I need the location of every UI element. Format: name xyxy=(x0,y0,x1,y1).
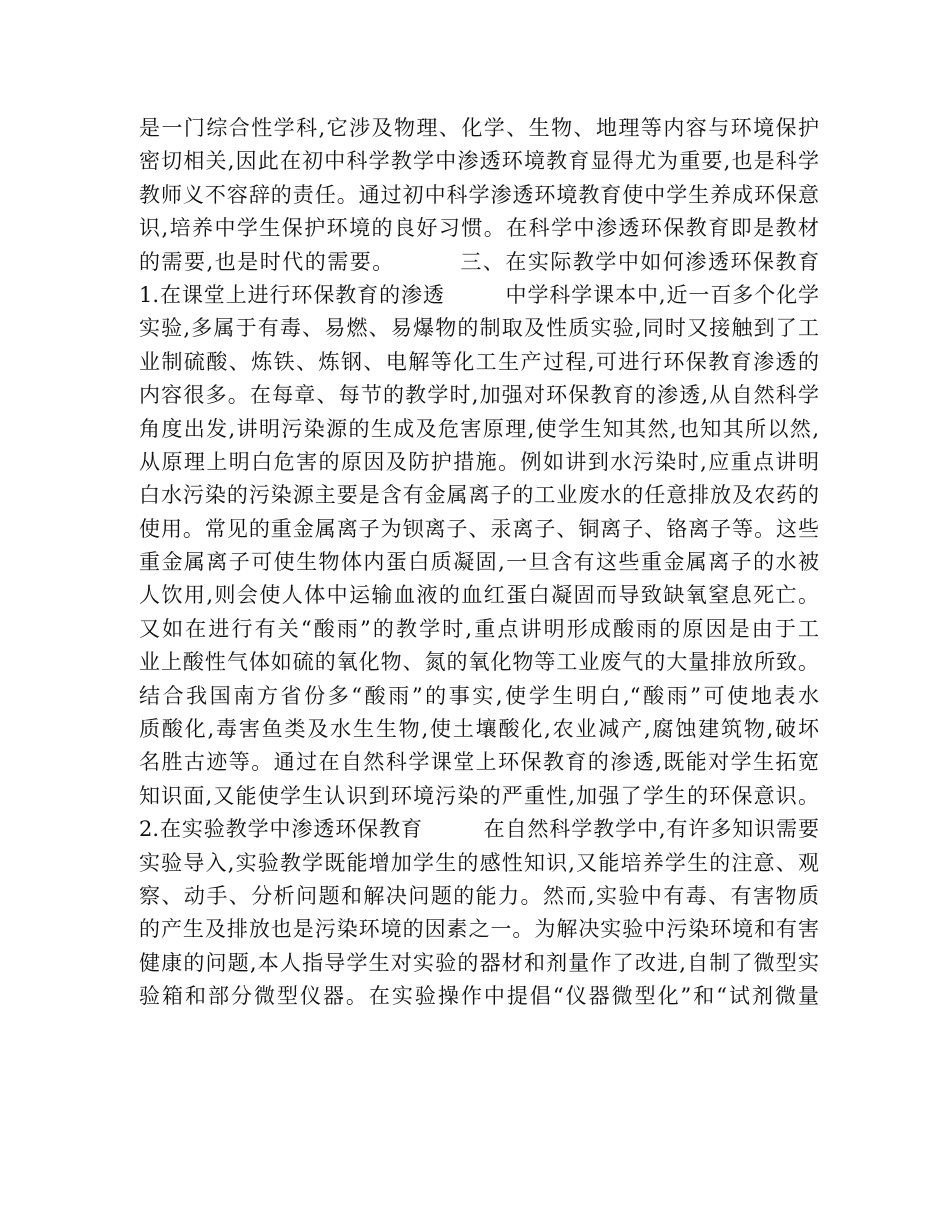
text-line: 识,培养中学生保护环境的良好习惯。在科学中渗透环保教育即是教材 xyxy=(139,216,819,241)
text-line: 察、动手、分析问题和解决问题的能力。然而,实验中有毒、有害物质 xyxy=(139,883,819,908)
text-line: 质酸化,毒害鱼类及水生生物,使土壤酸化,农业减产,腐蚀建筑物,破坏 xyxy=(139,717,819,742)
text-line: 结合我国南方省份多“酸雨”的事实,使学生明白,“酸雨”可使地表水 xyxy=(139,683,819,708)
text-line: 实验,多属于有毒、易燃、易爆物的制取及性质实验,同时又接触到了工 xyxy=(139,316,819,341)
text-line: 白水污染的污染源主要是含有金属离子的工业废水的任意排放及农药的 xyxy=(139,483,819,508)
text-line: 名胜古迹等。通过在自然科学课堂上环保教育的渗透,既能对学生拓宽 xyxy=(139,750,819,775)
text-line: 重金属离子可使生物体内蛋白质凝固,一旦含有这些重金属离子的水被 xyxy=(139,550,819,575)
text-line: 实验导入,实验教学既能增加学生的感性知识,又能培养学生的注意、观 xyxy=(139,850,819,875)
text-line: 教师义不容辞的责任。通过初中科学渗透环境教育使中学生养成环保意 xyxy=(139,182,819,207)
text-line: 2.在实验教学中渗透环保教育 在自然科学教学中,有许多知识需要 xyxy=(139,817,819,842)
text-line: 又如在进行有关“酸雨”的教学时,重点讲明形成酸雨的原因是由于工 xyxy=(139,616,819,641)
text-line: 是一门综合性学科,它涉及物理、化学、生物、地理等内容与环境保护 xyxy=(139,116,819,140)
text-line: 的需要,也是时代的需要。 三、在实际教学中如何渗透环保教育 xyxy=(139,249,819,274)
text-line: 角度出发,讲明污染源的生成及危害原理,使学生知其然,也知其所以然, xyxy=(139,416,819,441)
text-line: 健康的问题,本人指导学生对实验的器材和剂量作了改进,自制了微型实 xyxy=(139,950,819,975)
text-line: 使用。常见的重金属离子为钡离子、汞离子、铜离子、铬离子等。这些 xyxy=(139,516,819,541)
body-text xyxy=(139,112,819,1014)
text-line: 1.在课堂上进行环保教育的渗透 中学科学课本中,近一百多个化学 xyxy=(139,282,819,307)
text-line: 内容很多。在每章、每节的教学时,加强对环保教育的渗透,从自然科学 xyxy=(139,383,819,408)
text-line: 知识面,又能使学生认识到环境污染的严重性,加强了学生的环保意识。 xyxy=(139,783,819,808)
text-line: 业制硫酸、炼铁、炼钢、电解等化工生产过程,可进行环保教育渗透的 xyxy=(139,349,819,374)
text-line: 验箱和部分微型仪器。在实验操作中提倡“仪器微型化”和“试剂微量 xyxy=(139,984,819,1009)
text-line: 密切相关,因此在初中科学教学中渗透环境教育显得尤为重要,也是科学 xyxy=(139,149,819,174)
text-line: 从原理上明白危害的原因及防护措施。例如讲到水污染时,应重点讲明 xyxy=(139,449,819,474)
text-line: 的产生及排放也是污染环境的因素之一。为解决实验中污染环境和有害 xyxy=(139,917,819,942)
text-line: 业上酸性气体如硫的氧化物、氮的氧化物等工业废气的大量排放所致。 xyxy=(139,650,819,675)
text-line: 人饮用,则会使人体中运输血液的血红蛋白凝固而导致缺氧窒息死亡。 xyxy=(139,583,819,608)
